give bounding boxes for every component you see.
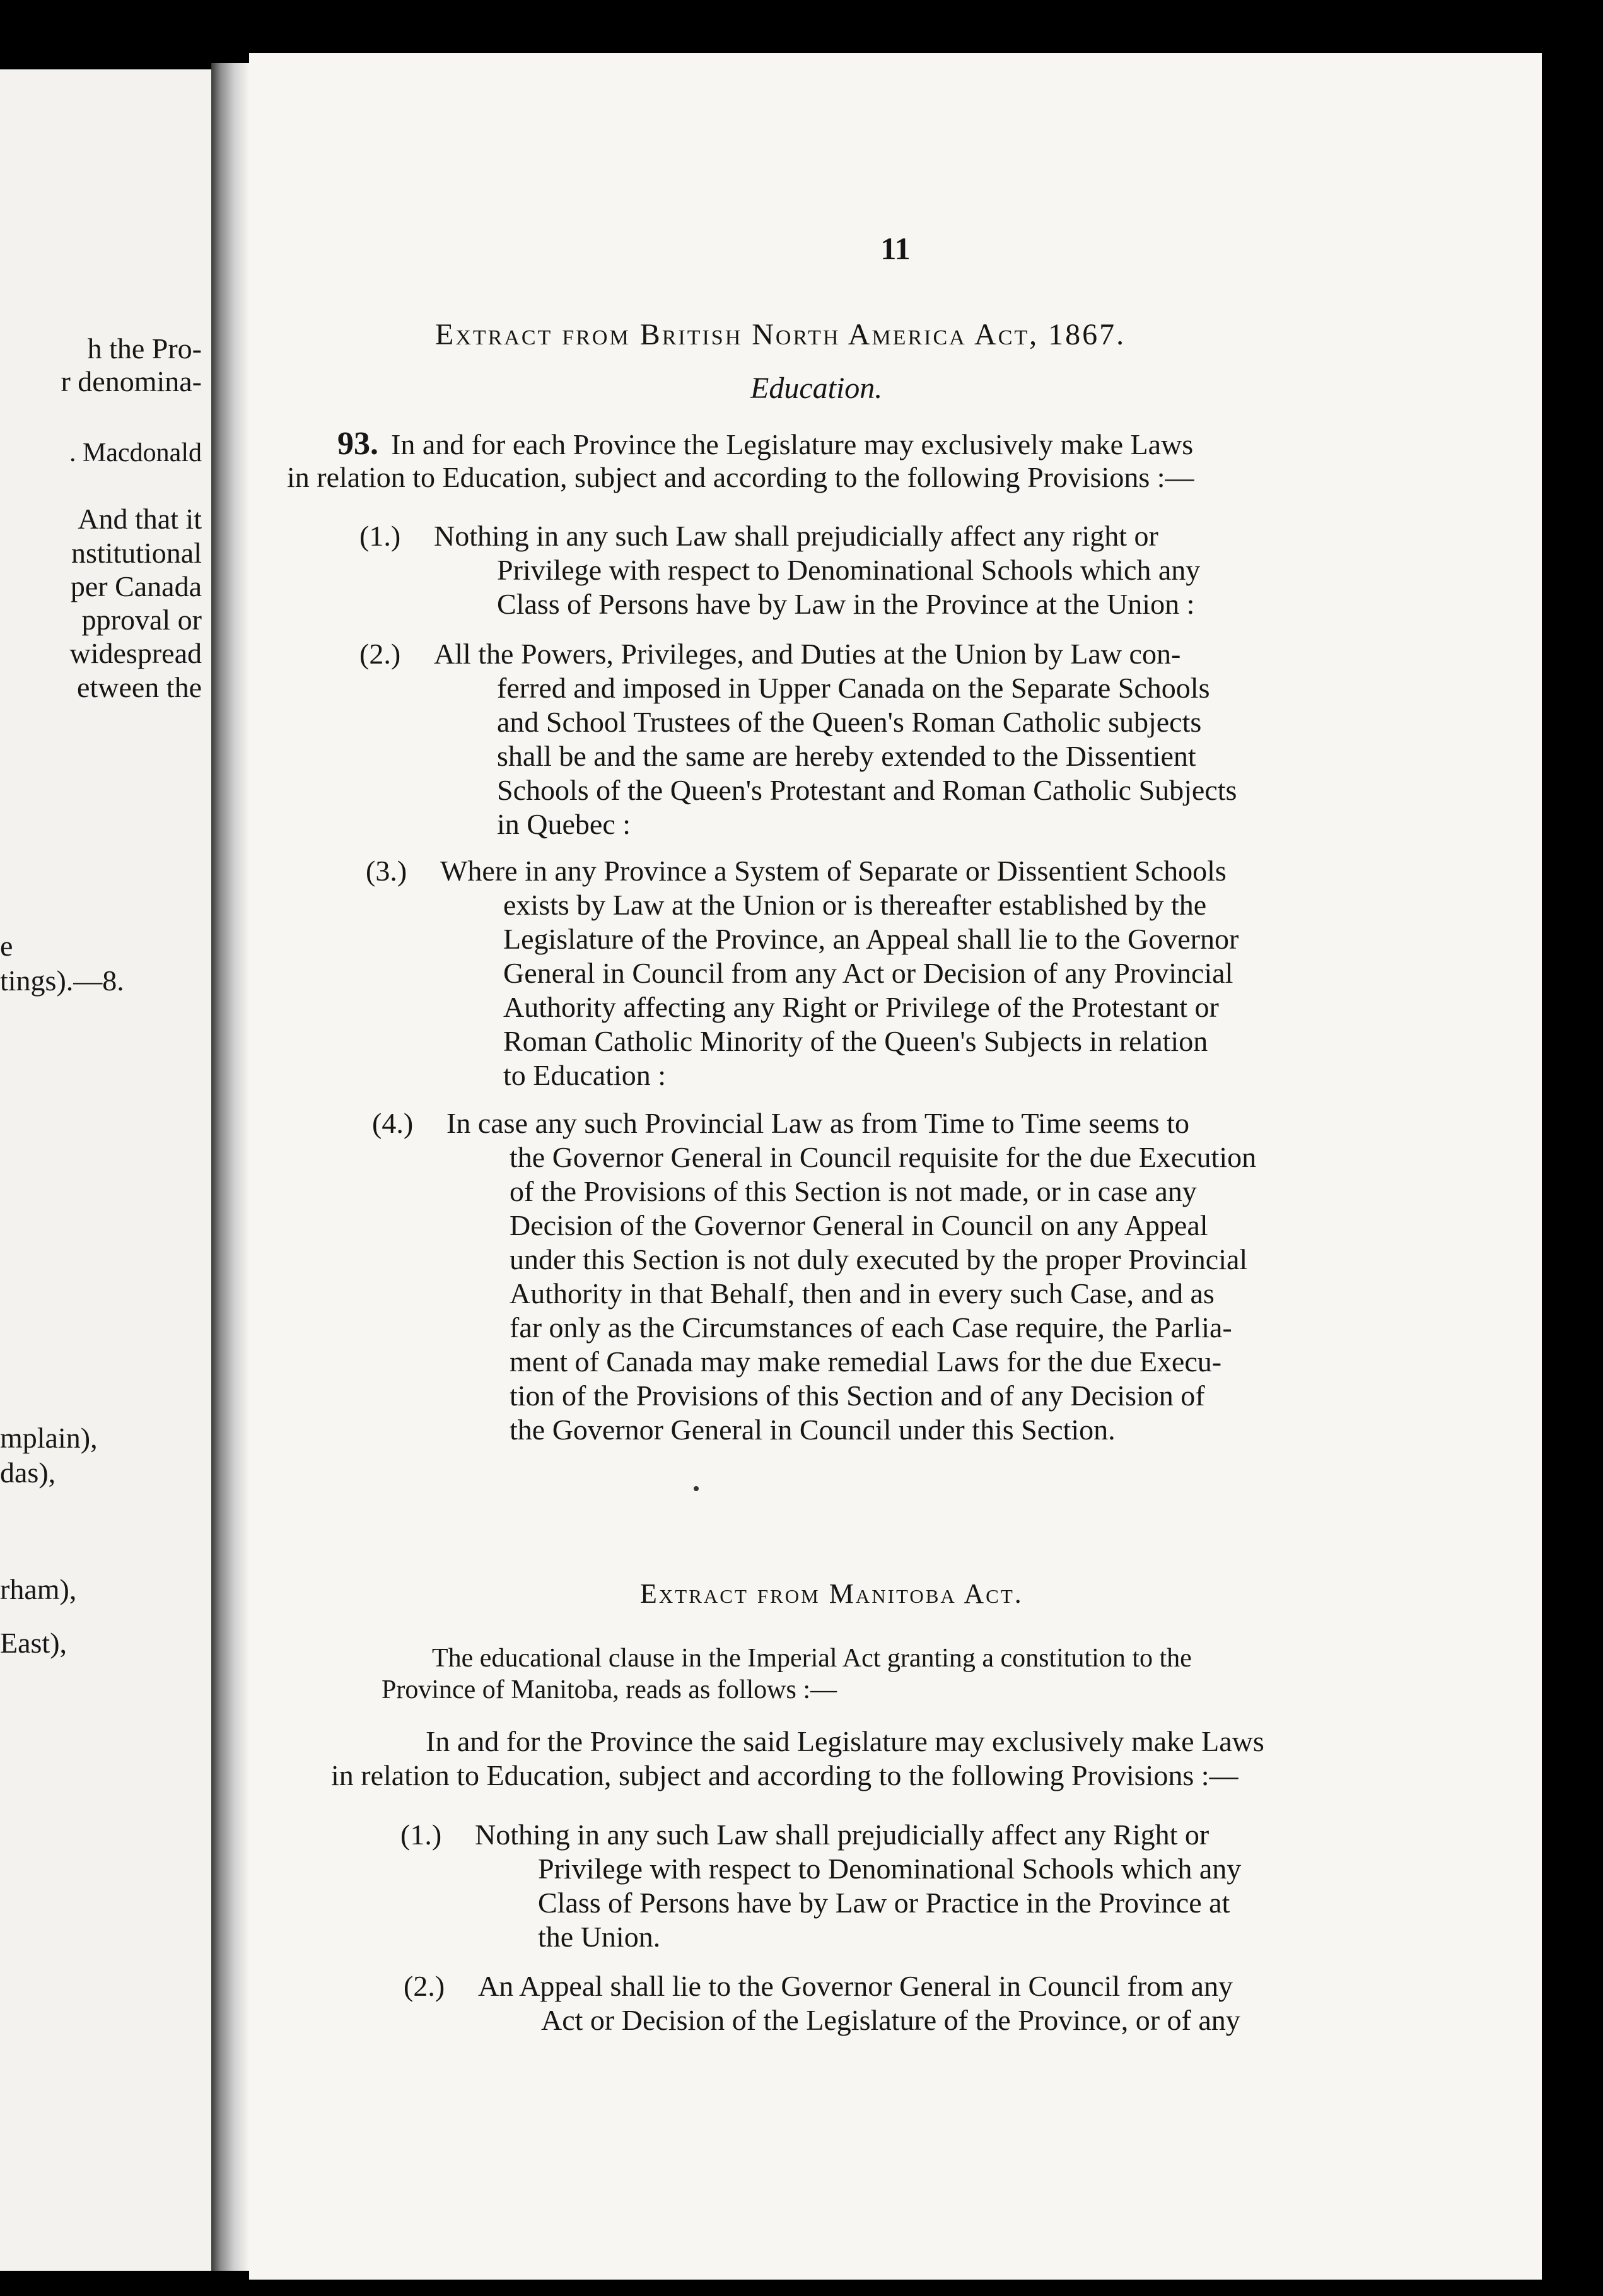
provision-line: shall be and the same are hereby extended to the Dissentient — [497, 740, 1196, 772]
provision-number: (2.) — [359, 638, 401, 670]
left-line: mplain), — [0, 1422, 98, 1454]
provision-line: Class of Persons have by Law or Practice in the Province at — [538, 1887, 1230, 1919]
section-93-intro-line-2: in relation to Education, subject and according to the following Provisions :— — [287, 461, 1194, 493]
page-number: 11 — [880, 231, 911, 266]
provision-line: under this Section is not duly executed by the proper Provincial — [510, 1243, 1248, 1275]
provision-line: the Governor General in Council requisite for the due Execution — [510, 1141, 1257, 1173]
left-line: r denomina- — [61, 365, 202, 397]
provision-line: Privilege with respect to Denominational Schools which any — [538, 1853, 1242, 1885]
left-line: widespread — [69, 637, 202, 669]
manitoba-intro-line-2: Province of Manitoba, reads as follows :— — [382, 1675, 837, 1704]
provision-line: All the Powers, Privileges, and Duties at the Union by Law con- — [434, 638, 1181, 670]
provision-line: Act or Decision of the Legislature of the Province, or of any — [541, 2004, 1240, 2036]
left-line: etween the — [77, 671, 202, 703]
provision-line: Privilege with respect to Denominational Schools which any — [497, 554, 1201, 586]
provision-line: Roman Catholic Minority of the Queen's Subjects in relation — [503, 1025, 1208, 1057]
manitoba-para-line-2: in relation to Education, subject and according to the following Provisions :— — [331, 1759, 1239, 1791]
manitoba-intro-line-1: The educational clause in the Imperial Act granting a constitution to the — [432, 1644, 1192, 1673]
provision-line: of the Provisions of this Section is not made, or in case any — [510, 1175, 1197, 1207]
provision-line: Authority in that Behalf, then and in every such Case, and as — [510, 1277, 1215, 1309]
left-line: And that it — [78, 503, 202, 535]
left-page — [0, 69, 211, 2271]
left-line: h the Pro- — [87, 332, 202, 365]
manitoba-para-line-1: In and for the Province the said Legislature may exclusively make Laws — [426, 1725, 1264, 1757]
left-line: . Macdonald — [69, 438, 202, 467]
subheading-education: Education. — [750, 372, 883, 405]
left-line: rham), — [0, 1573, 77, 1605]
provision-line: ferred and imposed in Upper Canada on the Separate Schools — [497, 672, 1210, 704]
ink-speck — [694, 1486, 699, 1491]
provision-line: the Governor General in Council under this Section. — [510, 1414, 1116, 1446]
provision-line: General in Council from any Act or Decision of any Provincial — [503, 957, 1233, 989]
provision-line: Where in any Province a System of Separate or Dissentient Schools — [440, 855, 1227, 887]
provision-line: Decision of the Governor General in Council on any Appeal — [510, 1209, 1208, 1241]
provision-line: to Education : — [503, 1059, 667, 1091]
provision-line: and School Trustees of the Queen's Roman Catholic subjects — [497, 706, 1202, 738]
provision-number: (2.) — [404, 1970, 445, 2002]
right-page — [249, 53, 1542, 2280]
provision-number: (3.) — [366, 855, 407, 887]
left-line: e — [0, 930, 13, 962]
provision-line: Nothing in any such Law shall prejudicially affect any right or — [434, 520, 1158, 552]
provision-line: Legislature of the Province, an Appeal shall lie to the Governor — [503, 923, 1239, 955]
provision-number: (1.) — [359, 520, 401, 552]
provision-line: the Union. — [538, 1921, 661, 1953]
left-line: tings).—8. — [0, 964, 124, 997]
left-line: das), — [0, 1456, 56, 1489]
provision-line: in Quebec : — [497, 808, 631, 840]
left-line: pproval or — [81, 604, 202, 636]
book-gutter — [211, 63, 249, 2271]
heading-bna-act: Extract from British North America Act, 1867. — [435, 318, 1126, 351]
provision-line: ment of Canada may make remedial Laws for the due Execu- — [510, 1345, 1222, 1378]
provision-line: In case any such Provincial Law as from Time to Time seems to — [446, 1107, 1189, 1139]
section-number: 93. — [337, 426, 378, 462]
provision-line: An Appeal shall lie to the Governor General in Council from any — [478, 1970, 1233, 2002]
intro-text: In and for each Province the Legislature may exclusively make Laws — [391, 428, 1194, 460]
provision-line: Class of Persons have by Law in the Province at the Union : — [497, 588, 1195, 620]
provision-number: (1.) — [400, 1819, 442, 1851]
provision-number: (4.) — [372, 1107, 414, 1139]
provision-line: exists by Law at the Union or is thereafter established by the — [503, 889, 1207, 921]
provision-line: Authority affecting any Right or Privilege of the Protestant or — [503, 991, 1219, 1023]
provision-line: Schools of the Queen's Protestant and Roman Catholic Subjects — [497, 774, 1237, 806]
left-line: East), — [0, 1627, 67, 1659]
provision-line: far only as the Circumstances of each Case require, the Parlia- — [510, 1311, 1232, 1344]
section-93-intro-line-1 — [337, 428, 1372, 460]
provision-line: tion of the Provisions of this Section and of any Decision of — [510, 1379, 1205, 1412]
left-line: nstitutional — [71, 537, 202, 569]
provision-line: Nothing in any such Law shall prejudicially affect any Right or — [475, 1819, 1210, 1851]
heading-manitoba-act: Extract from Manitoba Act. — [640, 1578, 1023, 1609]
left-line: per Canada — [70, 570, 202, 602]
